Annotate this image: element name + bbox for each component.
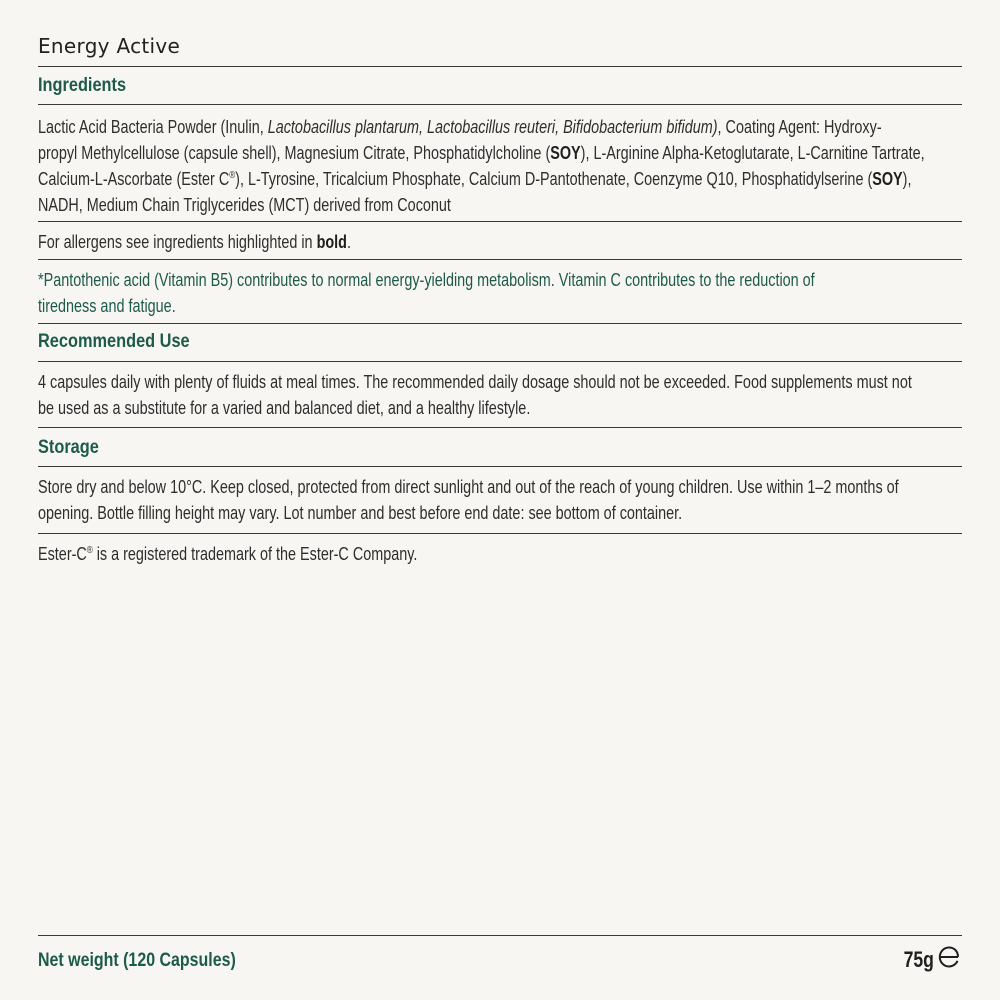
recommended-use-heading: Recommended Use [38,331,190,352]
storage-heading: Storage [38,437,99,458]
ingredients-heading: Ingredients [38,75,127,96]
registered-mark: ® [86,545,93,556]
health-claims [38,267,1000,319]
ingredients-line: Lactic Acid Bacteria Powder (Inulin, Lactobacillus plantarum, Lactobacillus reuteri, Bifidobacterium bifidum), Coating Agent: Hydroxy- [38,117,882,137]
divider [38,533,962,534]
recommended-use-text: 4 capsules daily with plenty of fluids at meal times. The recommended daily dosage should not be exceeded. Food supplements must not be used as a substitute for a varied and balanced diet, and a healthy lifestyle. [38,372,912,418]
weight-value: 75g [903,946,934,972]
allergen-soy: SOY [872,169,903,189]
bold-word: bold [316,232,347,252]
ingredients-text [38,114,1000,218]
registered-mark: ® [229,170,236,181]
net-weight [896,944,962,975]
ingredients-line: NADH, Medium Chain Triglycerides (MCT) derived from Coconut [38,195,451,215]
storage-text: Store dry and below 10°C. Keep closed, protected from direct sunlight and out of the reach of young children. Use within 1–2 months of opening. Bottle filling height may vary. Lot number and best before end date: see bottom of container. [38,477,899,523]
divider [38,935,962,936]
divider [38,104,962,105]
bacteria-strains: Lactobacillus plantarum, Lactobacillus reuteri, Bifidobacterium bifidum) [267,117,718,137]
divider [38,66,962,67]
divider [38,259,962,260]
divider [38,221,962,222]
ingredients-line: Calcium-L-Ascorbate (Ester C®), L-Tyrosine, Tricalcium Phosphate, Calcium D-Pantothenate, Coenzyme Q10, Phosphatidylserine (SOY), [38,169,912,189]
claim-line: tiredness and fatigue. [38,296,176,316]
trademark-note: Ester-C® is a registered trademark of the Ester-C Company. [38,544,418,564]
ingredients-line: propyl Methylcellulose (capsule shell), Magnesium Citrate, Phosphatidylcholine (SOY), L-Arginine Alpha-Ketoglutarate, L-Carnitine Tartrate, [38,143,925,163]
estimated-sign-icon [936,944,962,975]
label-page [38,0,962,1000]
net-weight-label: Net weight (120 Capsules) [38,950,236,971]
divider [38,466,962,467]
divider [38,361,962,362]
product-title: Energy Active [38,34,181,58]
divider [38,323,962,324]
allergen-soy: SOY [550,143,581,163]
claim-line: *Pantothenic acid (Vitamin B5) contributes to normal energy-yielding metabolism. Vitamin C contributes to the reduction of [38,270,815,290]
divider [38,427,962,428]
allergen-note: For allergens see ingredients highlighted in bold. [38,232,351,252]
